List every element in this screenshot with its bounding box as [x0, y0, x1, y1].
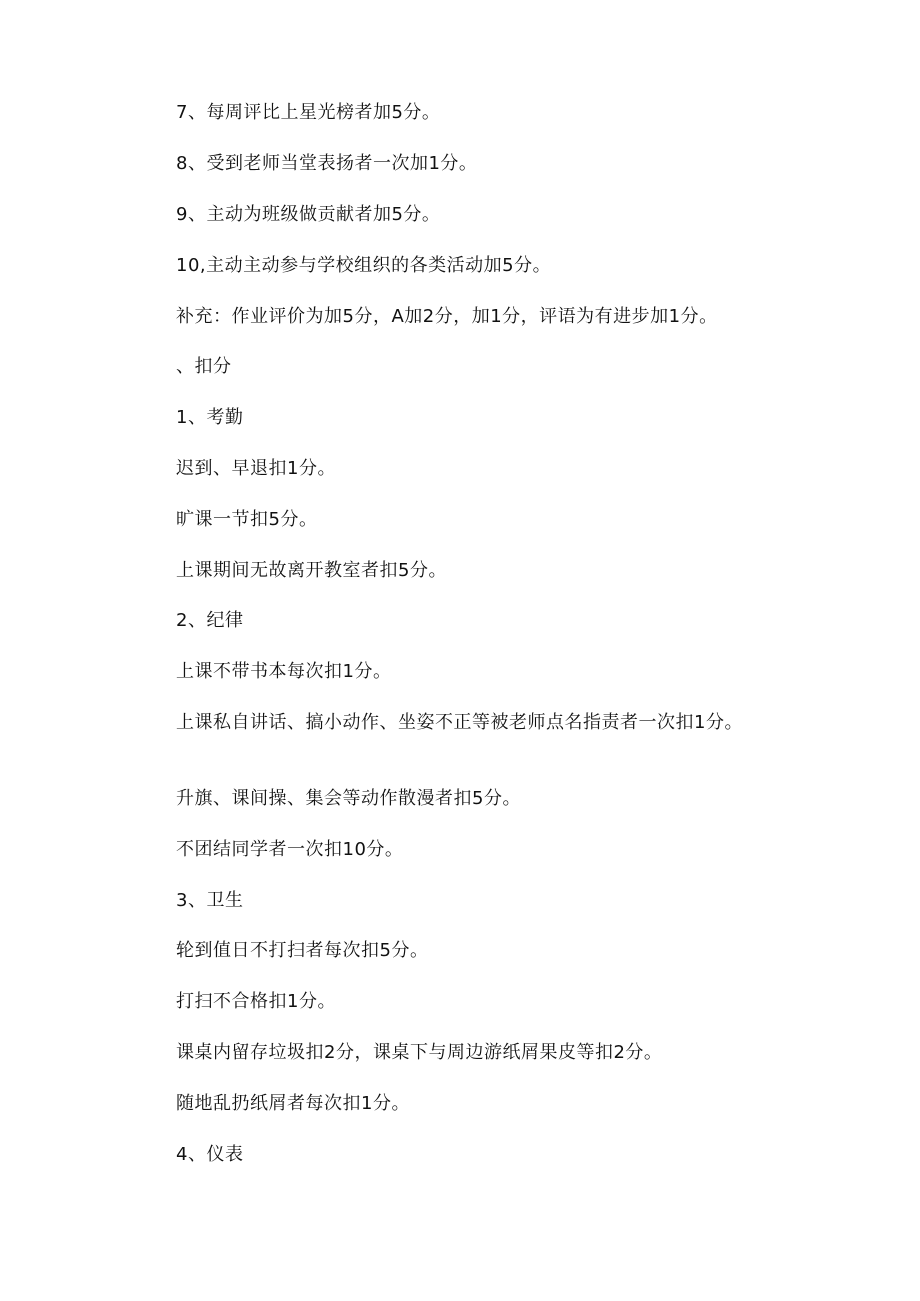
text-line-bonus-8: 8、受到老师当堂表扬者一次加1分。	[176, 153, 478, 174]
text-line-unity: 不团结同学者一次扣10分。	[176, 839, 404, 860]
text-line-leave-class: 上课期间无故离开教室者扣5分。	[176, 560, 447, 581]
text-line-bonus-10: 10,主动主动参与学校组织的各类活动加5分。	[176, 255, 552, 276]
text-line-bonus-7: 7、每周评比上星光榜者加5分。	[176, 102, 441, 123]
text-line-assembly: 升旗、课间操、集会等动作散漫者扣5分。	[176, 788, 521, 809]
section-heading-deductions: 、扣分	[176, 356, 232, 377]
text-line-littering: 随地乱扔纸屑者每次扣1分。	[176, 1093, 410, 1114]
text-line-cleaning: 打扫不合格扣1分。	[176, 991, 336, 1012]
text-line-supplement: 补充：作业评价为加5分，A加2分，加1分，评语为有进步加1分。	[176, 306, 718, 327]
text-line-no-books: 上课不带书本每次扣1分。	[176, 661, 392, 682]
subheading-attendance: 1、考勤	[176, 407, 244, 428]
text-line-bonus-9: 9、主动为班级做贡献者加5分。	[176, 204, 441, 225]
text-line-desk-trash: 课桌内留存垃圾扣2分，课桌下与周边游纸屑果皮等扣2分。	[176, 1042, 663, 1063]
text-paragraph-talking: 上课私自讲话、搞小动作、坐姿不正等被老师点名指责者一次扣1分。	[176, 712, 743, 733]
text-line-truancy: 旷课一节扣5分。	[176, 509, 318, 530]
subheading-hygiene: 3、卫生	[176, 890, 244, 911]
text-line-duty: 轮到值日不打扫者每次扣5分。	[176, 940, 429, 961]
subheading-appearance: 4、仪表	[176, 1144, 244, 1165]
subheading-discipline: 2、纪律	[176, 610, 244, 631]
text-line-late: 迟到、早退扣1分。	[176, 458, 336, 479]
